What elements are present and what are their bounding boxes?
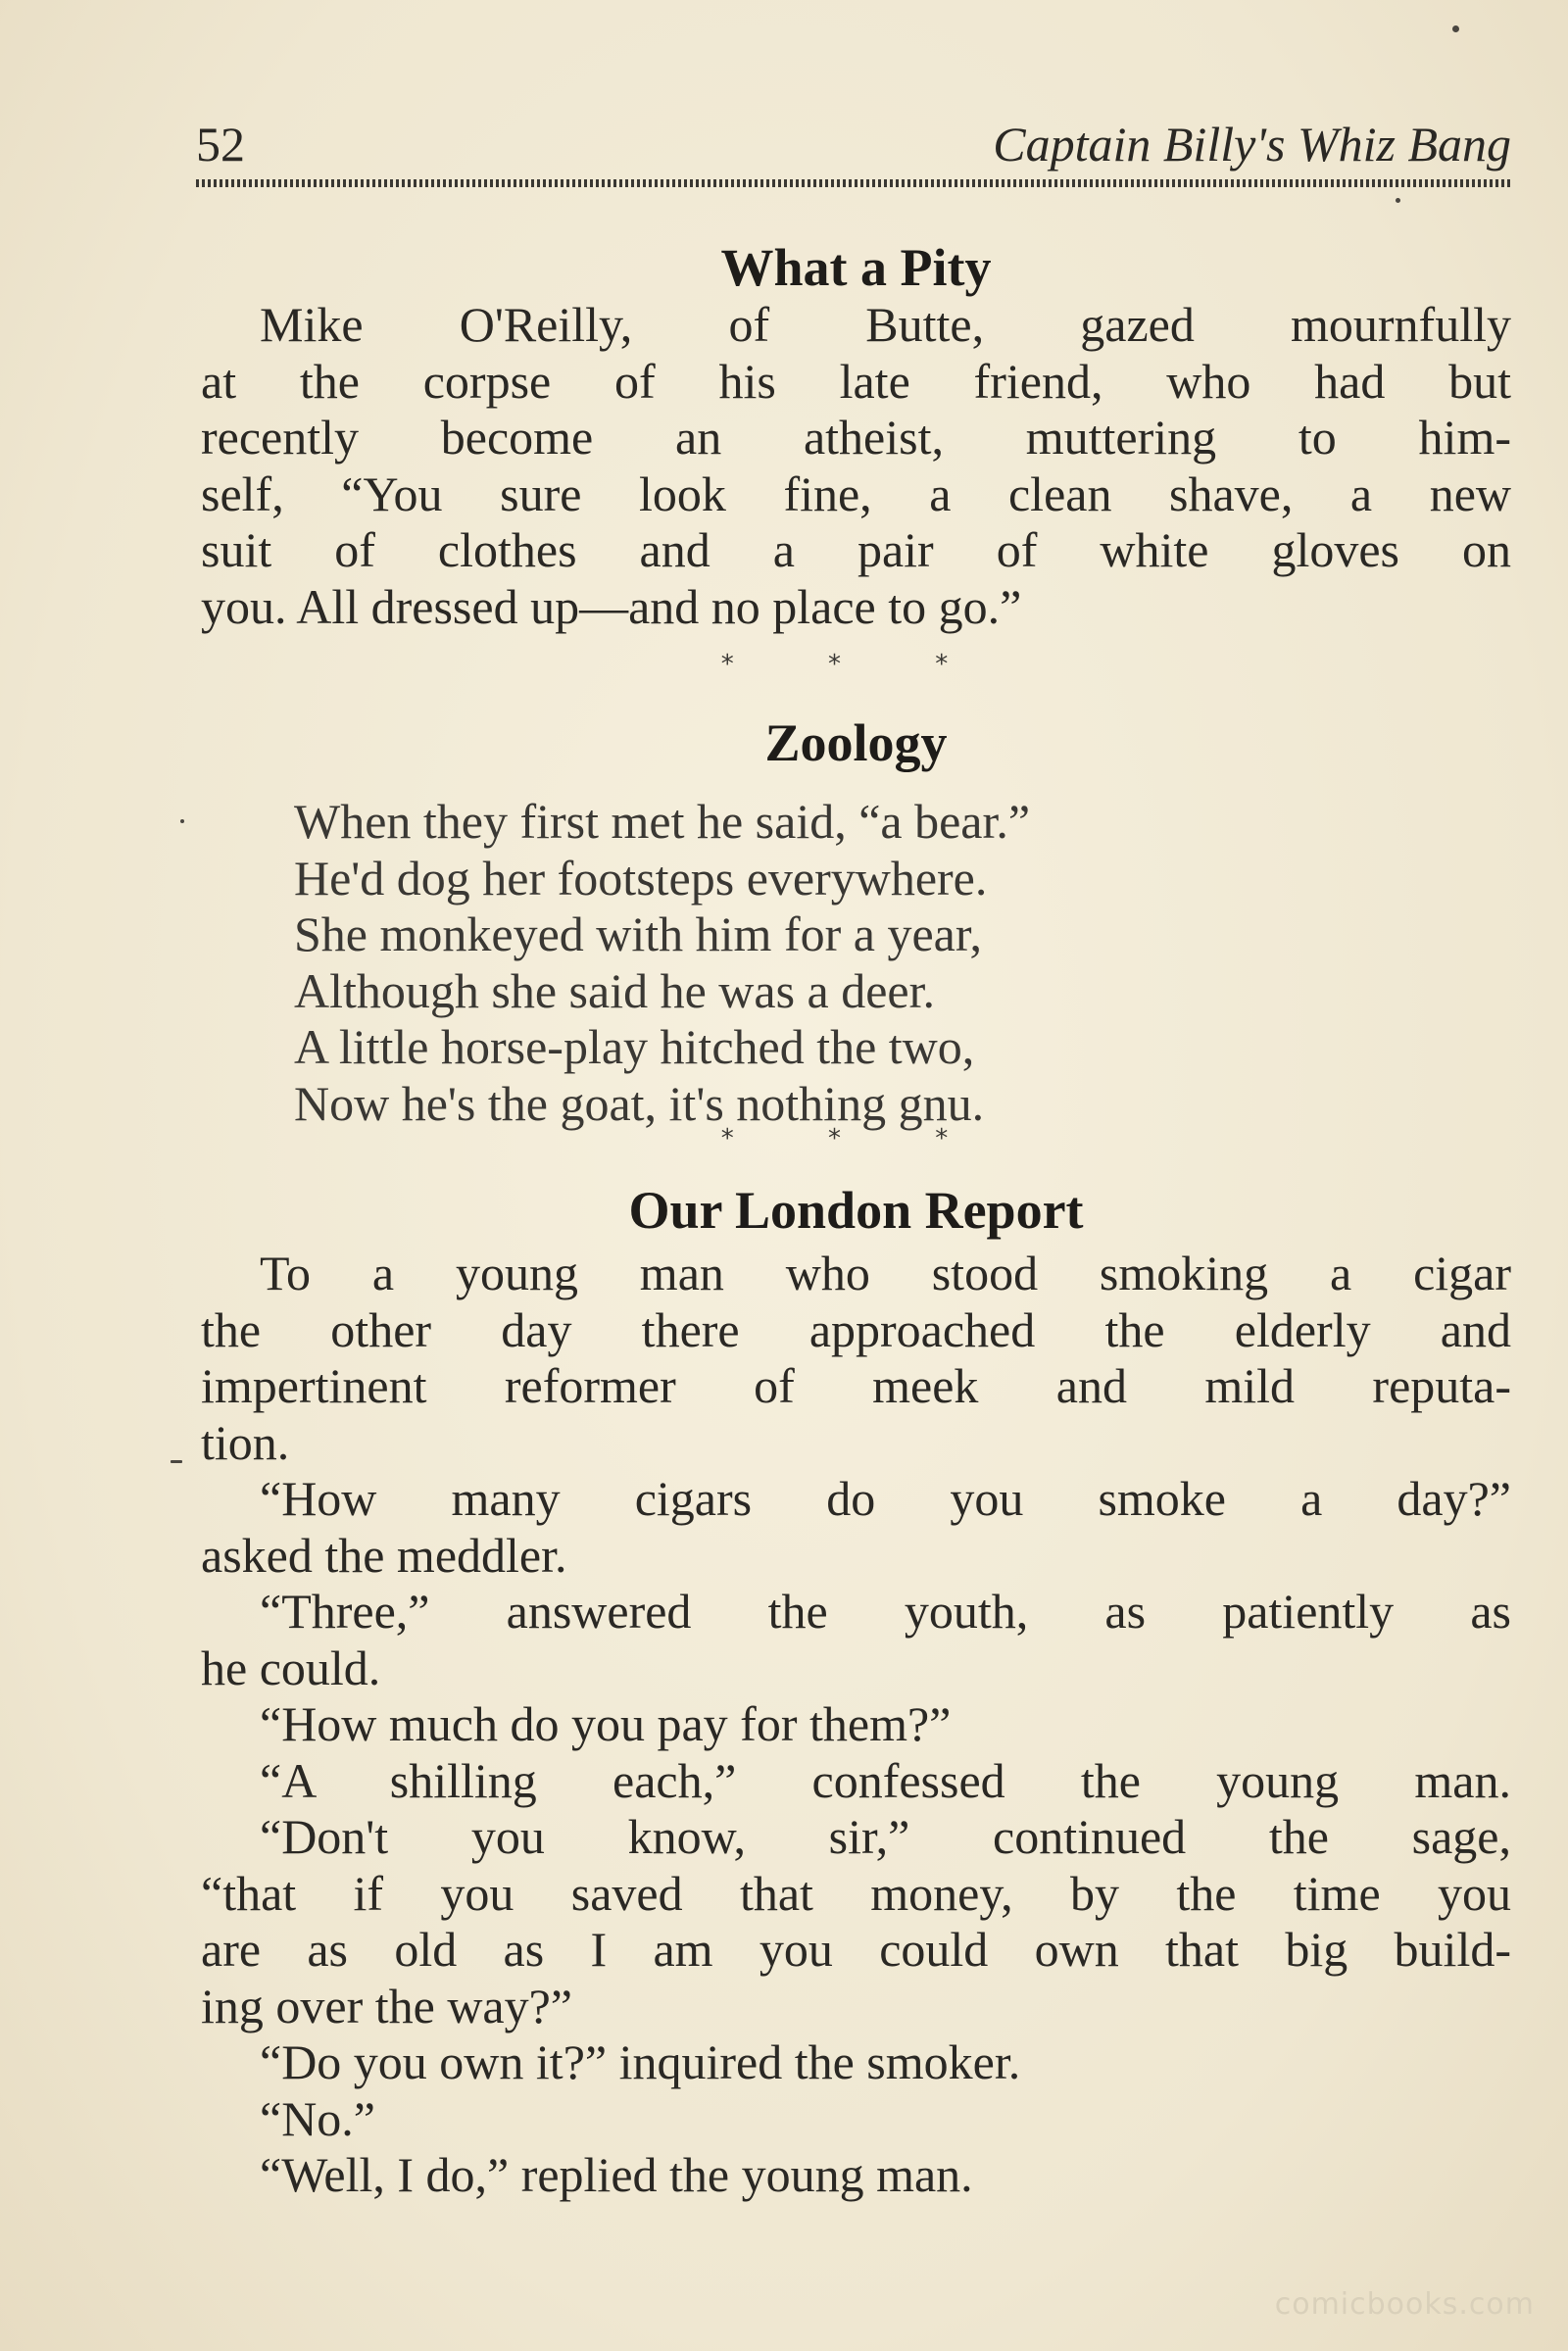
header-rule: [196, 179, 1511, 187]
story-line: recently become an atheist, muttering to him-: [201, 410, 1511, 465]
story-line: To a young man who stood smoking a cigar: [260, 1246, 1511, 1300]
story-line: at the corpse of his late friend, who had but: [201, 353, 1511, 409]
verse-line: He'd dog her footsteps everywhere.: [294, 850, 988, 906]
story-title: Our London Report: [628, 1181, 1084, 1240]
story-line: “How many cigars do you smoke a day?”: [260, 1471, 1511, 1526]
story-line: “Three,” answered the youth, as patiently as: [260, 1584, 1511, 1639]
story-line: impertinent reformer of meek and mild reputa-: [201, 1358, 1511, 1413]
page-header: [196, 116, 1511, 174]
story-line: suit of clothes and a pair of white gloves on: [201, 522, 1511, 577]
story-line: the other day there approached the elderly and: [201, 1301, 1511, 1357]
story-line: tion.: [201, 1414, 290, 1470]
verse-line: Although she said he was a deer.: [294, 962, 936, 1018]
story-line: “Well, I do,” replied the young man.: [260, 2147, 973, 2202]
story-line: self, “You sure look fine, a clean shave, a new: [201, 465, 1511, 521]
story-our-london-report: [201, 1181, 1511, 2204]
print-speck: [180, 819, 184, 823]
story-line: asked the meddler.: [201, 1527, 567, 1583]
asterism: * * *: [720, 1124, 992, 1153]
story-line: are as old as I am you could own that big build-: [201, 1922, 1511, 1977]
story-zoology: [201, 713, 1511, 1132]
story-title: Zoology: [764, 713, 948, 772]
print-speck: [1452, 25, 1459, 32]
verse-line: She monkeyed with him for a year,: [294, 906, 982, 961]
story-line: ing over the way?”: [201, 1978, 573, 2033]
running-title: Captain Billy's Whiz Bang: [993, 117, 1511, 171]
print-speck: [171, 1460, 182, 1463]
verse-line: When they first met he said, “a bear.”: [294, 794, 1031, 849]
asterism: * * *: [720, 650, 992, 679]
separator: [201, 645, 1511, 684]
story-line: he could.: [201, 1640, 381, 1695]
page-number: 52: [196, 117, 245, 171]
print-speck: [1396, 198, 1400, 203]
story-line: “Don't you know, sir,” continued the sage,: [260, 1809, 1511, 1864]
story-line: “A shilling each,” confessed the young man.: [260, 1752, 1511, 1808]
story-line: “No.”: [260, 2090, 375, 2146]
separator: [201, 1119, 1511, 1158]
watermark: comicbooks.com: [1274, 2287, 1535, 2322]
story-line: “that if you saved that money, by the time you: [201, 1865, 1511, 1921]
story-line: you. All dressed up—and no place to go.”: [201, 578, 1022, 634]
story-line: “How much do you pay for them?”: [260, 1696, 952, 1751]
story-line: Mike O'Reilly, of Butte, gazed mournfully: [260, 297, 1511, 352]
story-title: What a Pity: [720, 238, 992, 297]
verse-line: A little horse-play hitched the two,: [294, 1019, 975, 1074]
story-what-a-pity: [201, 238, 1511, 635]
verse-line: Now he's the goat, it's nothing gnu.: [294, 1075, 985, 1131]
story-line: “Do you own it?” inquired the smoker.: [260, 2034, 1021, 2089]
